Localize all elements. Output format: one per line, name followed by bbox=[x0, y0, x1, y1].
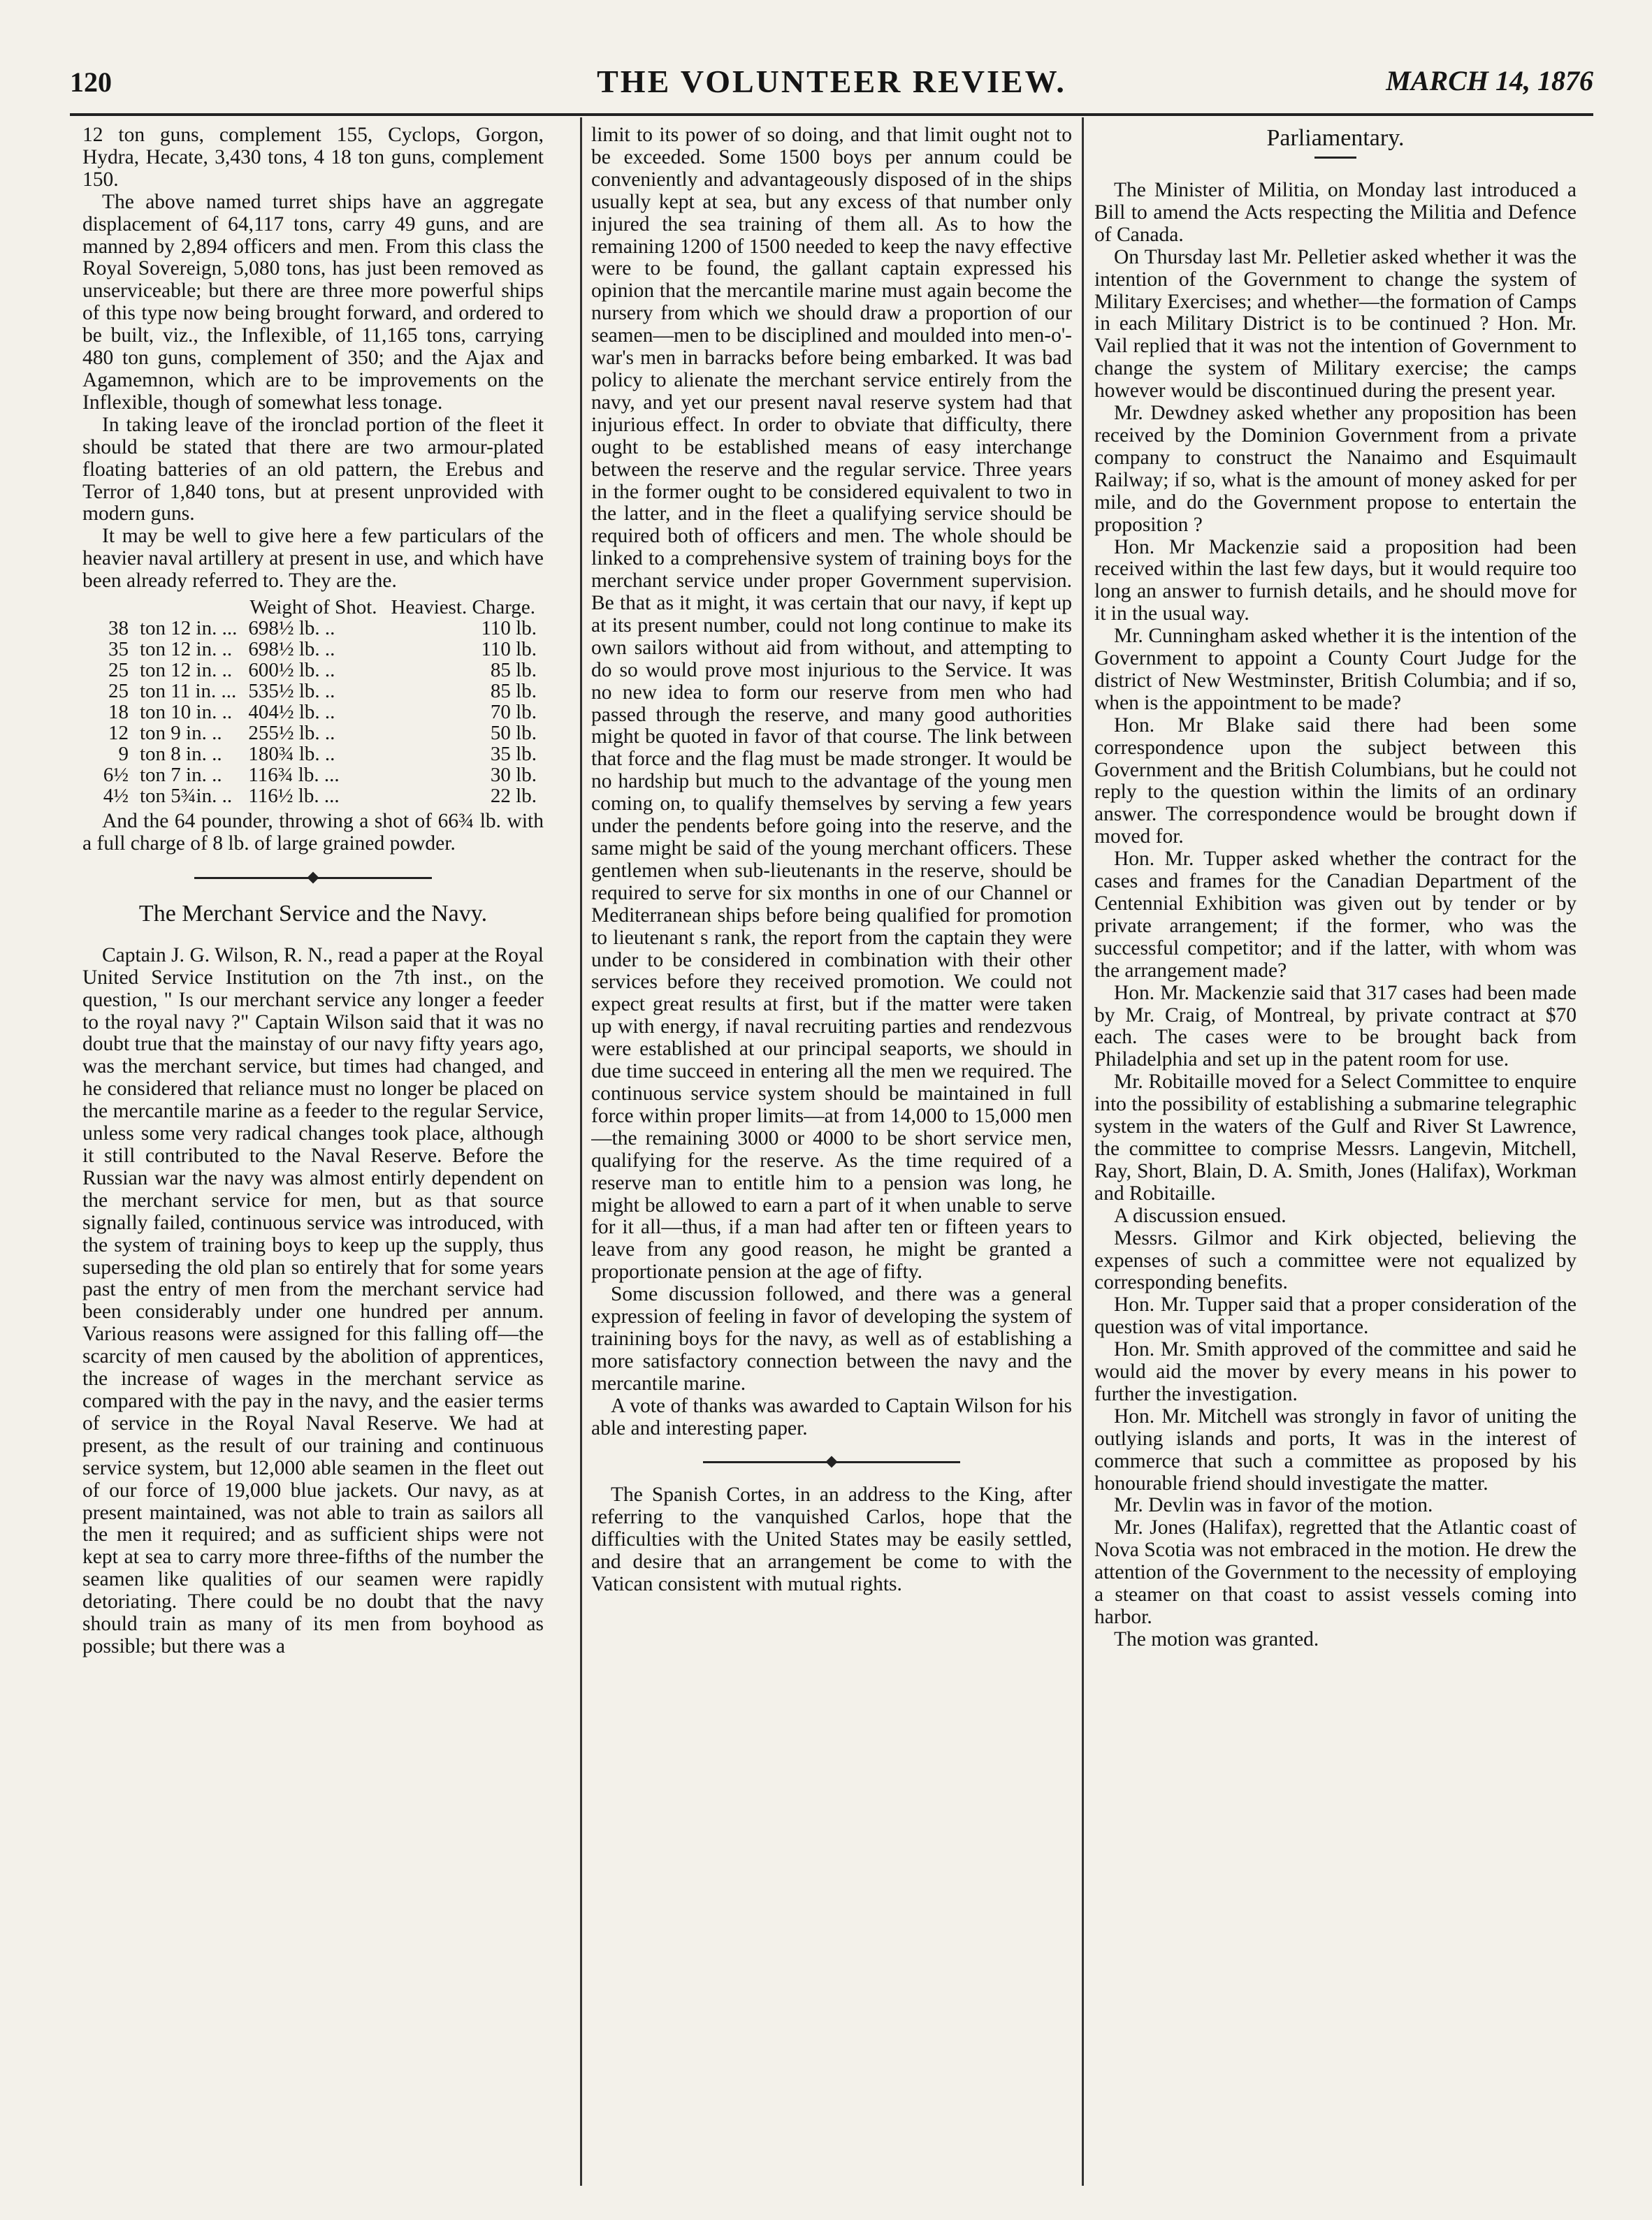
paragraph: The Minister of Militia, on Monday last introduced a Bill to amend the Acts respecting the Militia and Defence of Canada. bbox=[1094, 179, 1577, 246]
table-cell: 698½ lb. .. bbox=[248, 638, 335, 661]
table-cell: 698½ lb. .. bbox=[248, 617, 335, 640]
table-row bbox=[88, 618, 542, 639]
issue-date: MARCH 14, 1876 bbox=[1386, 65, 1593, 96]
table-row bbox=[88, 743, 542, 764]
paragraph: Mr. Cunningham asked whether it is the intention of the Government to appoint a County Court Judge for the district of New Westminster, British Columbia; and if so, when is the appointment to be made? bbox=[1094, 625, 1577, 714]
table-row bbox=[88, 785, 542, 806]
paragraph: 12 ton guns, complement 155, Cyclops, Gorgon, Hydra, Hecate, 3,430 tons, 4 18 ton guns, complement 150. bbox=[82, 124, 544, 191]
table-cell: 535½ lb. .. bbox=[248, 680, 335, 703]
table-row bbox=[88, 639, 542, 660]
page-number: 120 bbox=[70, 66, 112, 98]
artillery-table bbox=[88, 597, 542, 806]
table-cell: 4½ bbox=[103, 785, 129, 808]
table-cell: ton 5¾in. .. bbox=[140, 785, 233, 808]
table-cell: 25 bbox=[108, 680, 129, 703]
paragraph: Mr. Devlin was in favor of the motion. bbox=[1114, 1494, 1433, 1517]
column-3 bbox=[1094, 124, 1577, 2186]
table-cell: ton 12 in. .. bbox=[140, 638, 233, 661]
heading-rule bbox=[1314, 157, 1356, 159]
paragraph: A vote of thanks was awarded to Captain Wilson for his able and interesting paper. bbox=[591, 1394, 1072, 1439]
paragraph: The above named turret ships have an aggregate displacement of 64,117 tons, carry 49 guns, and are manned by 2,894 officers and men. From this class the Royal Sovereign, 5,080 tons, has just been removed as unserviceable; but there are three more powerful ships of this type now being brought forward, and ordered to be built, viz., the Inflexible, of 11,165 tons, carrying 480 ton guns, complement of 350; and the Ajax and Agamemnon, which are to be improvements on the Inflexible, though of somewhat less tonage. bbox=[82, 190, 544, 414]
paragraph: Messrs. Gilmor and Kirk objected, believing the expenses of such a committee were not equalized by corresponding benefits. bbox=[1094, 1226, 1577, 1294]
table-cell: ton 11 in. ... bbox=[140, 680, 237, 703]
table-cell: 255½ lb. .. bbox=[248, 722, 335, 745]
section-separator bbox=[591, 1439, 1072, 1484]
table-cell: 70 lb. bbox=[490, 701, 537, 724]
paragraph: The motion was granted. bbox=[1114, 1627, 1319, 1651]
table-row bbox=[88, 660, 542, 681]
table-cell: ton 10 in. .. bbox=[140, 701, 233, 724]
column-1 bbox=[82, 124, 544, 2186]
table-cell: 600½ lb. .. bbox=[248, 659, 335, 682]
table-cell: 38 bbox=[108, 617, 129, 640]
paragraph: On Thursday last Mr. Pelletier asked whether it was the intention of the Government to change the system of Military Exercises; and whether—the formation of Camps in each Military District is to be continued ? Hon. Mr. Vail replied that it was not the intention of Government to change the system of Military exercise; the camps however would be discontinued during the present year. bbox=[1094, 245, 1577, 402]
paragraph: Mr. Robitaille moved for a Select Committee to enquire into the possibility of establishing a submarine telegraphic system in the waters of the Gulf and River St Lawrence, the committee to comprise Messrs. Langevin, Mitchell, Ray, Short, Blain, D. A. Smith, Jones (Halifax), Workman and Robitaille. bbox=[1094, 1071, 1577, 1205]
paragraph: Hon. Mr. Mackenzie said that 317 cases had been made by Mr. Craig, of Montreal, by private contract at $70 each. The cases were to be brought back from Philadelphia and set up in the patent room for use. bbox=[1094, 981, 1577, 1071]
table-cell: 85 lb. bbox=[490, 680, 537, 703]
table-cell: 110 lb. bbox=[481, 638, 537, 661]
table-cell: 180¾ lb. .. bbox=[248, 743, 335, 766]
table-cell: 50 lb. bbox=[490, 722, 537, 745]
table-cell: 12 bbox=[108, 722, 129, 745]
paragraph: Hon. Mr. Mitchell was strongly in favor of uniting the outlying islands and ports, It was in the interest of commerce that such a committee as proposed by his honourable friend should investigate the matter. bbox=[1094, 1405, 1577, 1495]
table-cell: 25 bbox=[108, 659, 129, 682]
table-cell: ton 12 in. .. bbox=[140, 659, 233, 682]
table-cell: 9 bbox=[118, 743, 129, 766]
paragraph: limit to its power of so doing, and that limit ought not to be exceeded. Some 1500 boys per annum could be conveniently and advantageously disposed of in the ships usually kept at sea, but any excess of that number only injured the sea training of them all. As to how the remaining 1200 of 1500 needed to keep the navy effective were to be found, the gallant captain expressed his opinion that the mercantile marine must again become the nursery from which we should draw a proportion of our seamen—men to be disciplined and moulded into men-o'-war's men in barracks before being embarked. It was bad policy to alienate the merchant service entirely from the navy, and yet our present naval reserve system had that injurious effect. In order to obviate that difficulty, there ought to be established means of easy interchange between the reserve and the regular service. Three years in the former ought to be considered equivalent to two in the latter, and in the fleet a qualifying service should be required both of officers and men. The whole should be linked to a comprehensive system of training boys for the merchant service under proper Government supervision. Be that as it might, it was certain that our navy, if kept up at its present number, could not long continue to make its own sailors without aid from without, and attempting to do so would prove most injurious to the Service. It was no new idea to form our reserve from men who had passed through the reserve, and many good authorities might be quoted in favor of that course. The link between that force and the flag must be made stronger. It would be no hardship but much to the advantage of the young men coming on, to qualify themselves by serving a few years under the pendents before going into the reserve, and the same might be said of the young merchant officers. These gentlemen when sub-lieutenants in the reserve, should be required to serve for six months in one of our Channel or Mediterranean ships before being qualified for promotion to lieutenant s rank, the report from the captain they were under to be considered in combination with their other services before they received promotion. We could not expect great results at first, but if the matter were taken up with energy, if naval recruiting parties and rendezvous were established at our principal seaports, we should in due time succeed in entering all the men we required. The continuous service system should be maintained in full force within proper limits—at from 14,000 to 15,000 men—the remaining 3000 or 4000 to be short service men, qualifying for the reserve. As the time required of a reserve man to entitle him to a pension was long, he might be allowed to earn a part of it when unable to serve for it all—thus, if a man had after ten or fifteen years to leave from any good reason, he might be granted a proportionate pension at the age of fifty. bbox=[591, 124, 1072, 1284]
section-separator bbox=[82, 855, 544, 900]
column-divider bbox=[1082, 117, 1084, 2186]
table-row bbox=[88, 702, 542, 723]
paragraph: It may be well to give here a few particulars of the heavier naval artillery at present in use, and which have been already referred to. They are the. bbox=[82, 525, 544, 593]
table-cell: 110 lb. bbox=[481, 617, 537, 640]
paragraph: Hon. Mr Blake said there had been some correspondence upon the subject between this Government and the British Columbians, but he could not reply to the question within the limits of an ordinary answer. The correspondence would be brought down if moved for. bbox=[1094, 713, 1577, 848]
table-cell: 35 bbox=[108, 638, 129, 661]
table-cell: 35 lb. bbox=[490, 743, 537, 766]
table-cell: 116½ lb. ... bbox=[248, 785, 340, 808]
article-heading: The Merchant Service and the Navy. bbox=[138, 900, 488, 927]
paragraph: Hon. Mr. Tupper said that a proper consideration of the question was of vital importance. bbox=[1094, 1293, 1577, 1339]
paragraph: A discussion ensued. bbox=[1114, 1204, 1287, 1227]
paragraph: Hon. Mr. Smith approved of the committee and said he would aid the mover by every means in his power to further the investigation. bbox=[1094, 1338, 1577, 1405]
paragraph: The Spanish Cortes, in an address to the King, after referring to the vanquished Carlos, hope that the difficulties with the United States may be easily settled, and desire that an arrangement be come to with the Vatican consistent with mutual rights. bbox=[591, 1483, 1072, 1596]
section-heading: Parliamentary. bbox=[1266, 125, 1405, 151]
header-rule bbox=[70, 113, 1593, 116]
table-cell: ton 12 in. ... bbox=[140, 617, 238, 640]
paragraph: Captain J. G. Wilson, R. N., read a paper at the Royal United Service Institution on the 7th inst., on the question, " Is our merchant service any longer a feeder to the royal navy ?" Captain Wilson said that it was no doubt true that the mainstay of our navy fifty years ago, was the merchant service, but times had changed, and he considered that reliance must no longer be placed on the mercantile marine as a feeder to the regular Service, unless some very radical changes took place, although it still contributed to the Naval Reserve. Before the Russian war the navy was almost entirly dependent on the merchant service for men, but as that source signally failed, continuous service was introduced, with the system of training boys to keep up the supply, thus superseding the old plan so entirely that for some years past the entry of men from the merchant service had been considerably under one hundred per annum. Various reasons were assigned for this falling off—the scarcity of men caused by the abolition of apprentices, the increase of wages in the merchant service as compared with the pay in the navy, and the easier terms of service in the Royal Naval Reserve. We had at present, as the result of our training and continuous service system, but 12,000 able seamen in the fleet out of our force of 19,000 blue jackets. Our navy, as at present maintained, was not able to train as sailors all the men it required; and as sufficient ships were not kept at sea to carry more three-fifths of the number the seamen like qualities of our seamen were rapidly detoriating. There could be no doubt that the navy should train as many of its men from boyhood as possible; but there was a bbox=[82, 943, 544, 1657]
table-cell: 116¾ lb. ... bbox=[248, 764, 340, 787]
table-cell: 18 bbox=[108, 701, 129, 724]
column-header-charge: Heaviest. Charge. bbox=[391, 596, 535, 619]
table-row bbox=[88, 764, 542, 785]
table-cell: 404½ lb. .. bbox=[248, 701, 335, 724]
paragraph: Mr. Dewdney asked whether any proposition has been received by the Dominion Government from a private company to construct the Nanaimo and Esquimault Railway; if so, what is the amount of money asked for per mile, and do the Government propose to entertain the proposition ? bbox=[1094, 402, 1577, 536]
paragraph: Some discussion followed, and there was a general expression of feeling in favor of developing the system of trainining boys for the navy, as well as of establishing a more satisfactory connection between the navy and the mercantile marine. bbox=[591, 1283, 1072, 1395]
table-cell: 6½ bbox=[103, 764, 129, 787]
paragraph: Hon. Mr Mackenzie said a proposition had been received within the last few days, but it would require too long an answer to furnish details, and he should move for it in the usual way. bbox=[1094, 535, 1577, 625]
column-2 bbox=[591, 124, 1072, 2186]
table-row bbox=[88, 723, 542, 743]
table-cell: ton 7 in. .. bbox=[140, 764, 222, 787]
table-header-row bbox=[88, 597, 542, 618]
table-cell: 30 lb. bbox=[490, 764, 537, 787]
paragraph: Mr. Jones (Halifax), regretted that the Atlantic coast of Nova Scotia was not embraced in the motion. He drew the attention of the Government to the necessity of employing a steamer on that coast to assist vessels coming into harbor. bbox=[1094, 1516, 1577, 1628]
table-cell: 85 lb. bbox=[490, 659, 537, 682]
page-header bbox=[70, 57, 1593, 106]
table-row bbox=[88, 681, 542, 702]
column-divider bbox=[580, 117, 582, 2186]
column-header-weight: Weight of Shot. bbox=[249, 596, 377, 619]
table-cell: ton 9 in. .. bbox=[140, 722, 222, 745]
paper-title: THE VOLUNTEER REVIEW. bbox=[597, 64, 1066, 99]
paragraph: Hon. Mr. Tupper asked whether the contract for the cases and frames for the Canadian Department of the Centennial Exhibition was given out by tender or by private arrangement; if the former, who was the successful competitor; and if the latter, with whom was the arrangement made? bbox=[1094, 848, 1577, 982]
paragraph: And the 64 pounder, throwing a shot of 66¾ lb. with a full charge of 8 lb. of large grained powder. bbox=[82, 810, 544, 855]
table-cell: ton 8 in. .. bbox=[140, 743, 222, 766]
table-cell: 22 lb. bbox=[490, 785, 537, 808]
paragraph: In taking leave of the ironclad portion of the fleet it should be stated that there are two armour-plated floating batteries of an old pattern, the Erebus and Terror of 1,840 tons, but at present unprovided with modern guns. bbox=[82, 413, 544, 525]
